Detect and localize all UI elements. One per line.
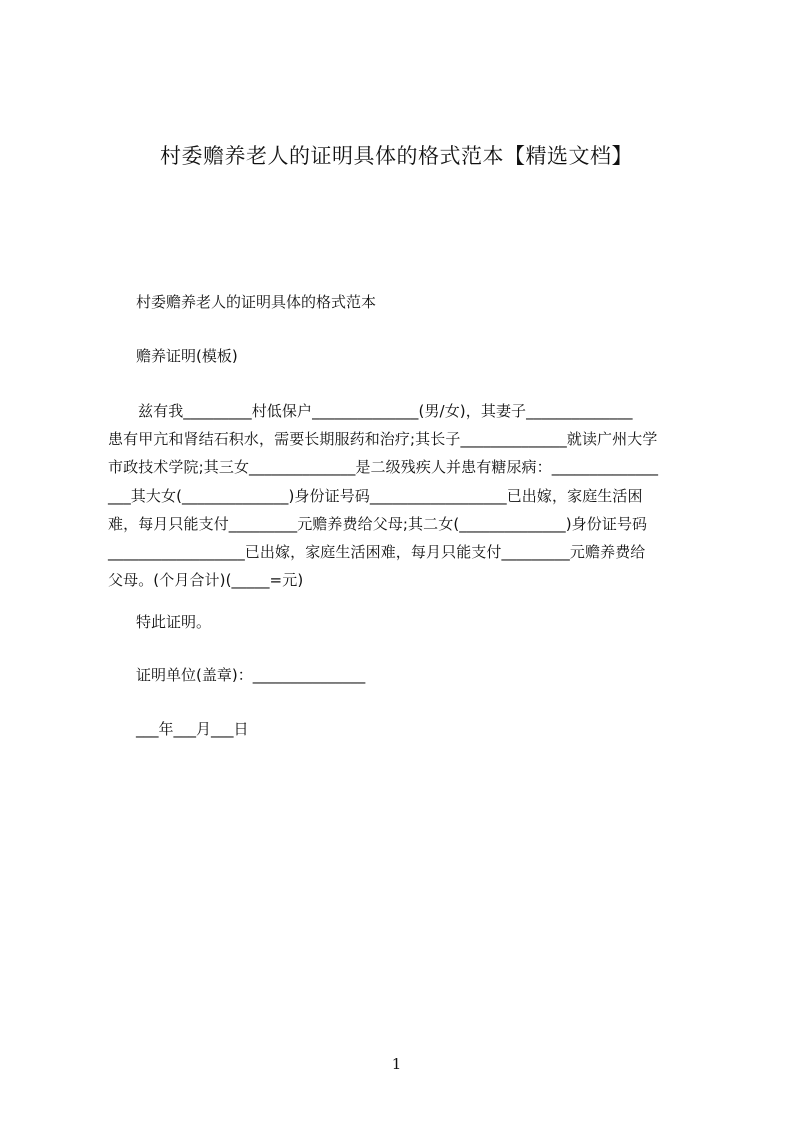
- document-title: 村委赡养老人的证明具体的格式范本【精选文档】: [160, 144, 633, 168]
- body-line: 市政技术学院;其三女______________是二级残疾人并患有糖尿病：______________: [108, 458, 659, 477]
- body-line: 难，每月只能支付_________元赡养费给父母;其二女(______________)身份证号码: [108, 514, 648, 533]
- certify-statement: 特此证明。: [136, 613, 212, 631]
- issuing-unit-line: 证明单位(盖章)：_______________: [136, 666, 366, 684]
- body-line: 父母。(个月合计)(_____=元): [108, 571, 304, 590]
- page-number: 1: [391, 1055, 402, 1073]
- body-line: __________________已出嫁，家庭生活困难，每月只能支付_________元赡养费给: [108, 543, 646, 562]
- certificate-heading: 赡养证明(模板): [136, 347, 238, 365]
- body-line: 患有甲亢和肾结石积水，需要长期服药和治疗;其长子______________就读广州大学: [108, 430, 658, 449]
- date-line: ___年___月___日: [136, 720, 249, 738]
- body-line: ___其大女(______________)身份证号码__________________已出嫁，家庭生活困: [108, 486, 643, 505]
- document-subtitle: 村委赡养老人的证明具体的格式范本: [136, 293, 377, 311]
- body-line: 兹有我_________村低保户______________(男/女)，其妻子______________: [138, 402, 633, 420]
- certificate-body: [108, 397, 703, 594]
